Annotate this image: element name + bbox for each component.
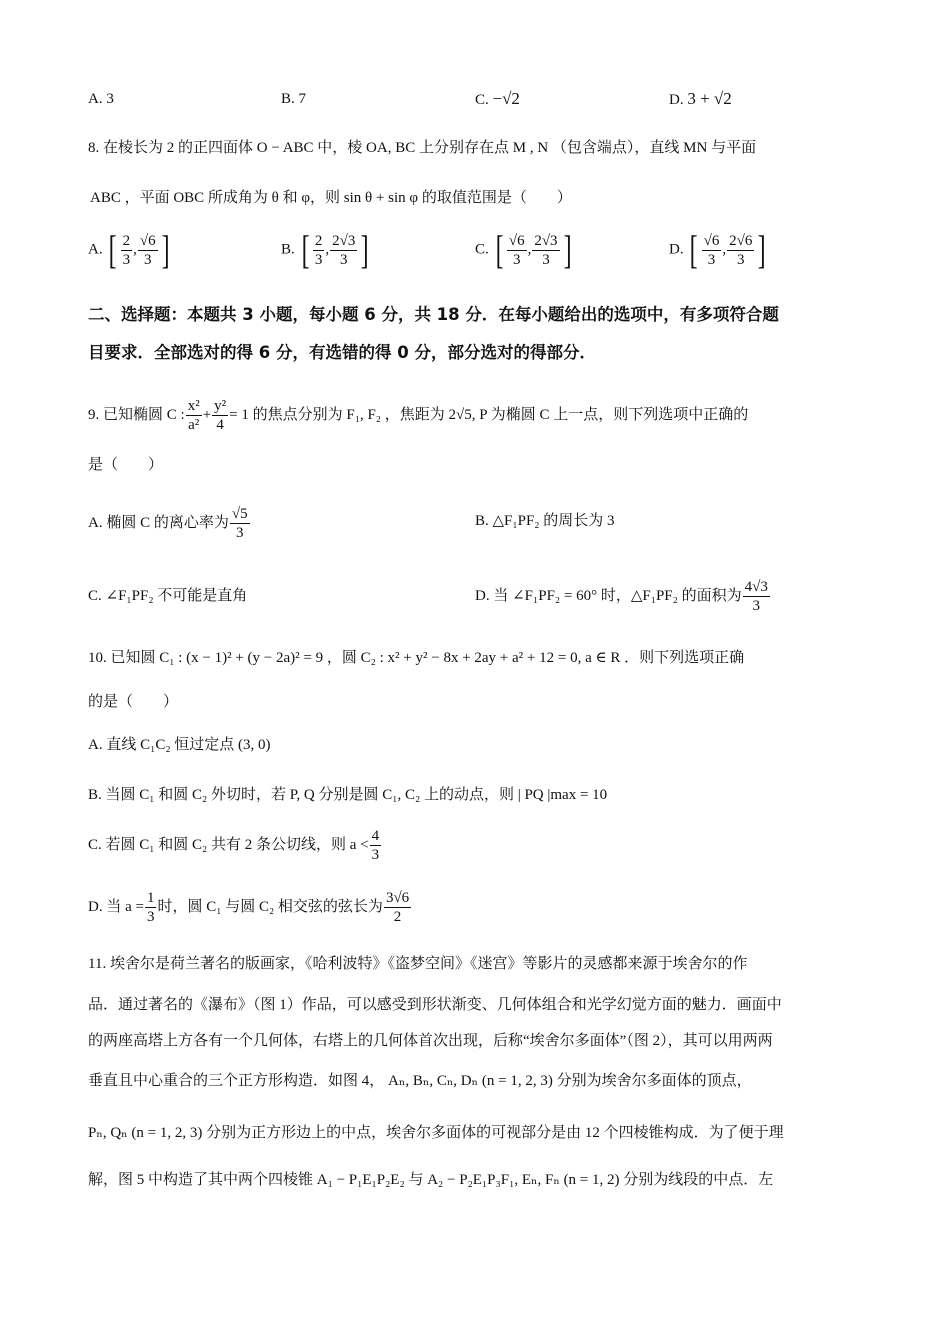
q9-option-b: B. △F₁PF₂ 的周长为 3 [475, 513, 615, 529]
q8-c-d1: 3 [512, 251, 521, 268]
q8-option-a-label: A. [88, 241, 103, 258]
q7-option-c-expr: −√2 [492, 89, 520, 108]
q10-option-c-text: C. 若圆 C₁ 和圆 C₂ 共有 2 条公切线，则 a < [88, 836, 369, 853]
q10-option-a: A. 直线 C₁C₂ 恒过定点 (3, 0) [88, 737, 271, 753]
q10-option-d [88, 889, 412, 926]
q8-d-d2: 3 [737, 251, 745, 268]
q9-option-d-text: D. 当 ∠F₁PF₂ = 60° 时，△F₁PF₂ 的面积为 [475, 587, 742, 604]
q8-a-n2: √6 [139, 232, 156, 249]
q9-option-d-d: 3 [752, 598, 760, 614]
q8-b-n1: 2 [314, 232, 323, 249]
q9-pre: 9. 已知椭圆 C : [88, 406, 185, 423]
q8-b-n2: 2√3 [332, 232, 356, 249]
q10-option-b: B. 当圆 C₁ 和圆 C₂ 外切时，若 P, Q 分别是圆 C₁, C₂ 上的动点，则 | PQ |max = 10 [88, 787, 608, 803]
q10-option-d-n2: 3√6 [385, 890, 410, 906]
q8-option-b: B. [ $\frac{2}{3}$ , $\frac{2√3}{3}$ ] [281, 227, 369, 272]
q10-option-c-d: 3 [371, 847, 380, 863]
q8-c-n2: 2√3 [534, 232, 558, 249]
q7-option-a: A. 3 [88, 91, 114, 107]
q10-line2: 的是（ ） [88, 694, 179, 710]
q7-option-d [669, 89, 732, 110]
q9-option-c: C. ∠F₁PF₂ 不可能是直角 [88, 588, 248, 604]
q9-option-d-n: 4√3 [744, 579, 768, 595]
q8-option-c: C. [ $\frac{√6}{3}$ , $\frac{2√3}{3}$ ] [475, 227, 572, 272]
q9-line1 [88, 397, 748, 434]
q8-line1: 8. 在棱长为 2 的正四面体 O − ABC 中，棱 OA, BC 上分别存在点 M , N （包含端点），直线 MN 与平面 [88, 140, 757, 156]
q9-option-a-text: A. 椭圆 C 的离心率为 [88, 514, 229, 531]
q11-line5: Pₙ, Qₙ (n = 1, 2, 3) 分别为正方形边上的中点，埃舍尔多面体的可视部分是由 12 个四棱锥构成．为了便于理 [88, 1125, 784, 1141]
q8-option-a: A. [ $\frac{2}{3}$ , $\frac{√6}{3}$ ] [88, 227, 170, 272]
q7-option-d-label: D. [669, 92, 684, 108]
q11-line1: 11. 埃舍尔是荷兰著名的版画家，《哈利波特》《盗梦空间》《迷宫》等影片的灵感都来源于埃舍尔的作 [88, 956, 748, 972]
q7-option-c [475, 89, 520, 110]
q10-option-d-n1: 1 [146, 890, 155, 906]
q10-option-c [88, 827, 382, 864]
section2-line2: 目要求．全部选对的得 6 分，有选错的得 0 分，部分选对的得部分． [88, 343, 596, 362]
q10-line1: 10. 已知圆 C₁ : (x − 1)² + (y − 2a)² = 9 ，圆 C₂ : x² + y² − 8x + 2ay + a² + 12 = 0, a ∈ R ．则下列选项正确 [88, 650, 745, 666]
q9-frac1-n: x² [187, 398, 200, 414]
q11-line2: 品．通过著名的《瀑布》（图 1）作品，可以感受到形状渐变、几何体组合和光学幻觉方面的魅力．画面中 [88, 997, 782, 1013]
q9-post: = 1 的焦点分别为 F₁, F₂ ，焦距为 2√5, P 为椭圆 C 上一点，则下列选项中正确的 [229, 406, 749, 423]
q8-a-d1: 3 [122, 251, 131, 268]
q7-option-c-label: C. [475, 92, 489, 108]
q8-c-n1: √6 [508, 232, 525, 249]
q8-d-d1: 3 [707, 251, 716, 268]
q9-option-d [475, 578, 771, 615]
q9-frac1-d: a² [188, 417, 200, 433]
q9-frac2-n: y² [214, 398, 227, 414]
q8-option-c-label: C. [475, 241, 489, 258]
q8-d-n1: √6 [703, 232, 720, 249]
q8-line2: ABC ，平面 OBC 所成角为 θ 和 φ，则 sin θ + sin φ 的取值范围是（ ） [90, 190, 572, 206]
q10-option-c-n: 4 [371, 828, 380, 844]
q8-c-d2: 3 [542, 251, 550, 268]
q10-option-d-mid: 时，圆 C₁ 与圆 C₂ 相交弦的弦长为 [157, 898, 383, 915]
q9-frac2-d: 4 [216, 417, 224, 433]
q11-line6: 解，图 5 中构造了其中两个四棱锥 A₁ − P₁E₁P₂E₂ 与 A₂ − P₂E₁P₃F₁, Eₙ, Fₙ (n = 1, 2) 分别为线段的中点．左 [88, 1172, 774, 1188]
q9-line2: 是（ ） [88, 457, 164, 473]
q11-line4: 垂直且中心重合的三个正方形构造．如图 4， Aₙ, Bₙ, Cₙ, Dₙ (n = 1, 2, 3) 分别为埃舍尔多面体的顶点， [88, 1073, 752, 1089]
q10-option-d-pre: D. 当 a = [88, 898, 144, 915]
q8-a-n1: 2 [122, 232, 131, 249]
q11-line3: 的两座高塔上方各有一个几何体，右塔上的几何体首次出现，后称“埃舍尔多面体”（图 2），其可以用两两 [88, 1033, 773, 1049]
q9-plus: + [202, 406, 212, 423]
q10-option-d-d1: 3 [146, 909, 155, 925]
q8-b-d1: 3 [314, 251, 323, 268]
q9-option-a-d: 3 [235, 525, 244, 541]
q8-option-b-label: B. [281, 241, 295, 258]
q8-b-d2: 3 [339, 251, 348, 268]
q10-option-d-d2: 2 [393, 909, 402, 925]
q7-option-d-expr: 3 + √2 [687, 89, 732, 108]
section2-line1: 二、选择题：本题共 3 小题，每小题 6 分，共 18 分．在每小题给出的选项中，有多项符合题 [88, 305, 779, 324]
q8-a-d2: 3 [144, 251, 152, 268]
q8-option-d-label: D. [669, 241, 684, 258]
q9-option-a [88, 505, 251, 542]
q7-option-b: B. 7 [281, 91, 307, 107]
q8-d-n2: 2√6 [729, 232, 753, 249]
q8-option-d: D. [ $\frac{√6}{3}$ , $\frac{2√6}{3}$ ] [669, 227, 767, 272]
q9-option-a-n: √5 [231, 506, 248, 522]
